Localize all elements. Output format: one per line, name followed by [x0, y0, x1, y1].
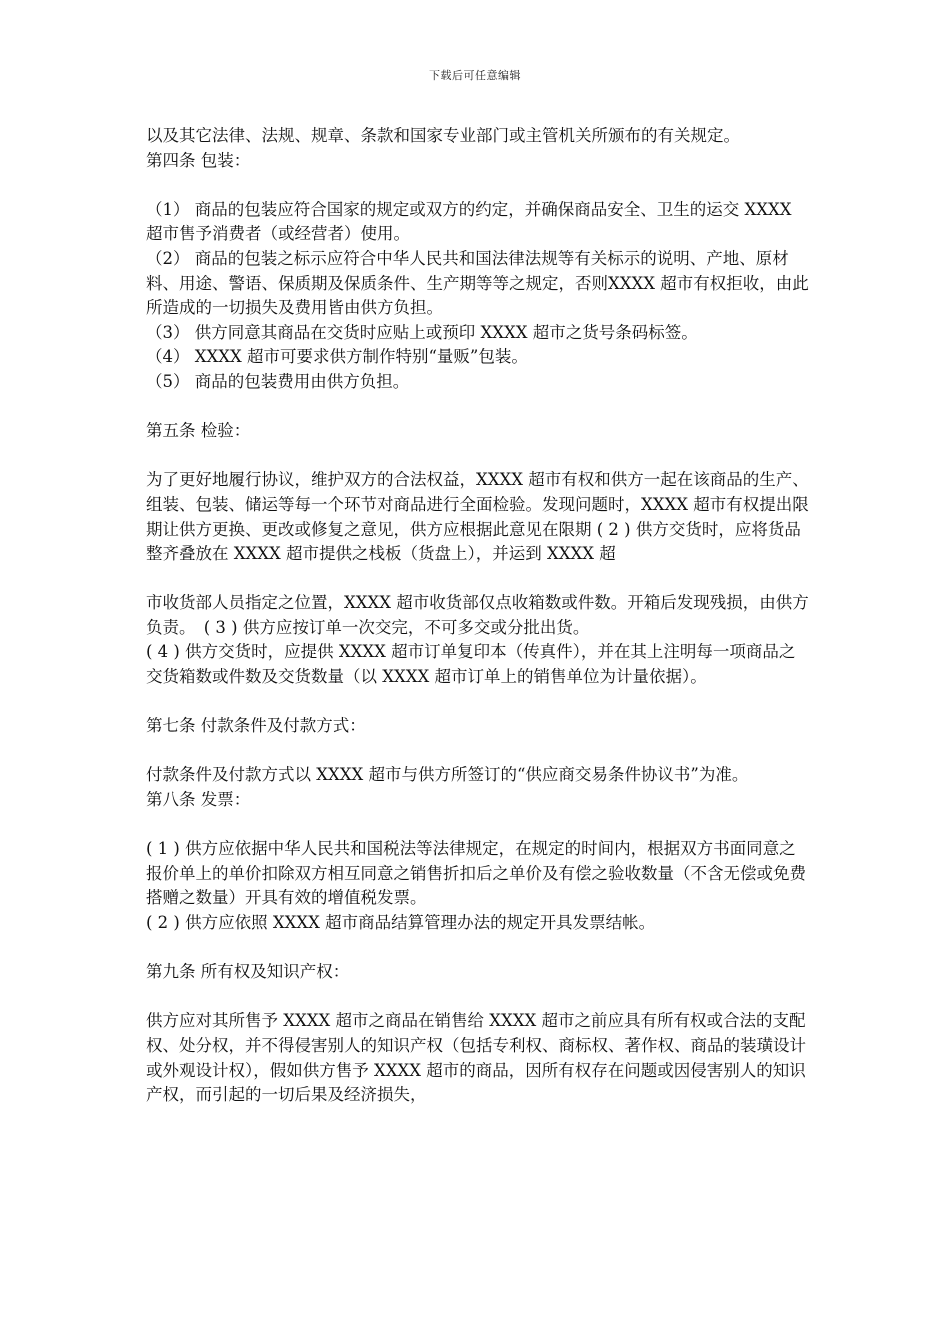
spacer	[146, 813, 810, 838]
paragraph: ( 4 ) 供方交货时，应提供 XXXX 超市订单复印本（传真件），并在其上注明每一项商品之交货箱数或件数及交货数量（以 XXXX 超市订单上的销售单位为计量依据）。	[146, 642, 796, 687]
paragraph: 市收货部人员指定之位置，XXXX 超市收货部仅点收箱数或件数。开箱后发现残损，由供方负责。 ( 3 ) 供方应按订单一次交完，不可多交或分批出货。	[146, 593, 809, 637]
spacer	[146, 690, 810, 715]
paragraph: 付款条件及付款方式以 XXXX 超市与供方所签订的“供应商交易条件协议书”为准。	[146, 765, 749, 785]
list-item: （5） 商品的包装费用由供方负担。	[146, 371, 410, 391]
spacer	[146, 985, 810, 1010]
paragraph: 供方应对其所售予 XXXX 超市之商品在销售给 XXXX 超市之前应具有所有权或合法的支配权、处分权，并不得侵害别人的知识产权（包括专利权、商标权、著作权、商品的装璜设计或外观设计权），假如供方售予 XXXX 超市的商品，因所有权存在问题或因侵害别人的知识产权，而引起的一切后果及经济损失，	[146, 1011, 806, 1105]
section-heading-5: 第五条 检验：	[146, 421, 251, 441]
spacer	[146, 567, 810, 592]
list-item: ( 2 ) 供方应依照 XXXX 超市商品结算管理办法的规定开具发票结帐。	[146, 913, 656, 932]
list-item: ( 1 ) 供方应依据中华人民共和国税法等法律规定，在规定的时间内，根据双方书面同意之报价单上的单价扣除双方相互同意之销售折扣后之单价及有偿之验收数量（不含无偿或免费搭赠之数量）开具有效的增值税发票。	[146, 839, 806, 908]
spacer	[146, 444, 810, 469]
spacer	[146, 395, 810, 420]
page-header-note: 下载后可任意编辑	[429, 69, 521, 82]
spacer	[146, 173, 810, 198]
spacer	[146, 936, 810, 961]
list-item: （2） 商品的包装之标示应符合中华人民共和国法律法规等有关标示的说明、产地、原材料、用途、警语、保质期及保质条件、生产期等等之规定，否则XXXX 超市有权拒收，由此所造成的一切损失及费用皆由供方负担。	[146, 248, 809, 318]
section-heading-7: 第七条 付款条件及付款方式：	[146, 716, 366, 736]
list-item: （3） 供方同意其商品在交货时应贴上或预印 XXXX 超市之货号条码标签。	[146, 322, 698, 342]
paragraph: 为了更好地履行协议，维护双方的合法权益，XXXX 超市有权和供方一起在该商品的生产、组装、包装、储运等每一个环节对商品进行全面检验。发现问题时，XXXX 超市有权提出限期让供方更换、更改或修复之意见，供方应根据此意见在限期 ( 2 ) 供方交货时，应将货品整齐叠放在 XXXX 超市提供之栈板（货盘上），并运到 XXXX 超	[146, 470, 809, 564]
document-body	[146, 124, 810, 1108]
list-item: （1） 商品的包装应符合国家的规定或双方的约定，并确保商品安全、卫生的运交 XXXX 超市售予消费者（或经营者）使用。	[146, 199, 792, 244]
section-heading-9: 第九条 所有权及知识产权：	[146, 962, 350, 982]
section-heading-8: 第八条 发票：	[146, 790, 251, 810]
paragraph: 以及其它法律、法规、规章、条款和国家专业部门或主管机关所颁布的有关规定。	[146, 126, 740, 145]
spacer	[146, 739, 810, 764]
section-heading-4: 第四条 包装：	[146, 150, 251, 170]
list-item: （4） XXXX 超市可要求供方制作特别“量贩”包装。	[146, 347, 528, 367]
